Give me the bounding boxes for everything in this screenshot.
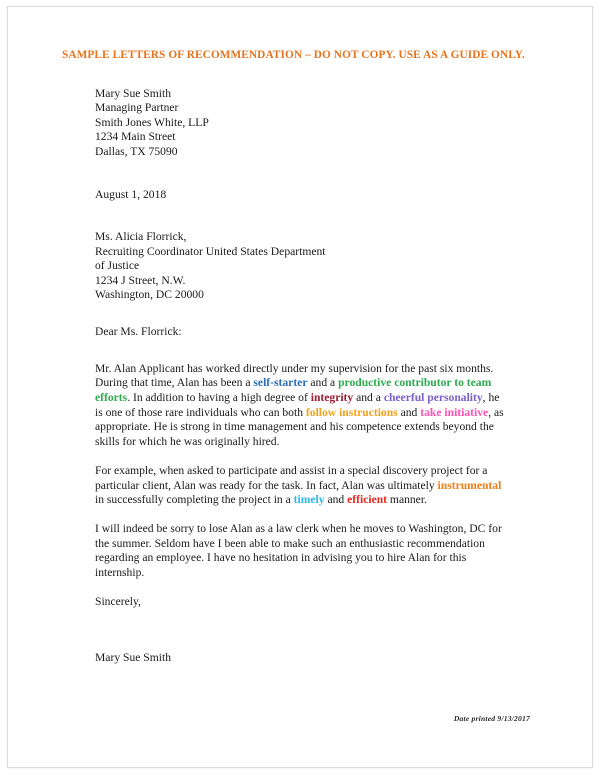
spacer-after-salutation	[62, 340, 532, 362]
highlight-cheerful-personality: cheerful personality	[383, 391, 483, 405]
sender-street: 1234 Main Street	[95, 130, 176, 144]
recipient-address-block	[95, 230, 532, 303]
highlight-instrumental: instrumental	[437, 478, 502, 492]
letter-page	[7, 6, 593, 768]
closing-line: Sincerely,	[95, 594, 141, 608]
salutation-line: Dear Ms. Florrick:	[95, 325, 182, 339]
sample-notice-header: SAMPLE LETTERS OF RECOMMENDATION – DO NOT COPY. USE AS A GUIDE ONLY.	[62, 49, 525, 61]
recipient-street: 1234 J Street, N.W.	[95, 273, 186, 287]
spacer-after-date	[62, 202, 532, 230]
signature-space	[62, 609, 532, 637]
spacer-after-paragraph-2	[62, 508, 532, 522]
p2-segment-1: For example, when asked to participate and assist in a special discovery project for a particular client, Alan was ready for the task. In fact, Alan was ultimately	[95, 463, 488, 492]
sender-company: Smith Jones White, LLP	[95, 115, 209, 129]
spacer-after-recipient	[62, 303, 532, 325]
p1-segment-6: and	[397, 405, 421, 419]
highlight-productive-contributor: productive contributor to team efforts	[95, 376, 492, 405]
p1-segment-4: and a	[353, 391, 384, 405]
p1-segment-7: , as appropriate. He is strong in time management and his competence extends beyond the skills for which he was originally hired.	[95, 405, 504, 449]
sender-address-block	[95, 87, 532, 160]
signature-space-extra	[62, 637, 532, 651]
sender-name: Mary Sue Smith	[95, 86, 172, 100]
highlight-timely: timely	[293, 493, 325, 507]
body-paragraph-1	[95, 362, 507, 450]
spacer-after-paragraph-3	[62, 581, 532, 595]
p2-segment-3: and	[324, 493, 348, 507]
recipient-title-line-1: Recruiting Coordinator United States Department	[95, 244, 326, 258]
date-line: August 1, 2018	[95, 187, 167, 201]
highlight-integrity: integrity	[310, 391, 354, 405]
date-printed-footer: Date printed 9/13/2017	[453, 714, 530, 723]
sender-city-state-zip: Dallas, TX 75090	[95, 144, 178, 158]
signature-name: Mary Sue Smith	[95, 651, 172, 665]
recipient-name: Ms. Alicia Florrick,	[95, 230, 187, 244]
p1-segment-1: Mr. Alan Applicant has worked directly under my supervision for the past six months. During that time, Alan has been a	[95, 361, 494, 390]
recipient-city-state-zip: Washington, DC 20000	[95, 288, 204, 302]
spacer-after-paragraph-1	[62, 450, 532, 464]
letter-date	[95, 188, 532, 203]
p2-segment-2: in successfully completing the project in a	[95, 493, 294, 507]
sender-title: Managing Partner	[95, 101, 179, 115]
recipient-title-line-2: of Justice	[95, 259, 140, 273]
body-paragraph-3: I will indeed be sorry to lose Alan as a law clerk when he moves to Washington, DC for the summer. Seldom have I been able to make such an enthusiastic recommendation regarding an employee. I have no hesitation in advising you to hire Alan for this internship.	[95, 522, 502, 580]
letter-content	[8, 7, 592, 767]
body-paragraph-2	[95, 464, 507, 508]
highlight-take-initiative: take initiative	[420, 405, 489, 419]
p1-segment-3: . In addition to having a high degree of	[127, 391, 311, 405]
signature-block	[95, 651, 532, 666]
p2-segment-4: manner.	[387, 493, 427, 507]
salutation	[95, 325, 532, 340]
spacer-after-sender	[62, 160, 532, 188]
highlight-follow-instructions: follow instructions	[305, 405, 398, 419]
closing	[95, 595, 532, 610]
p1-segment-5: , he is one of those rare individuals who can both	[95, 391, 500, 419]
p1-segment-2: and a	[307, 376, 339, 390]
highlight-self-starter: self-starter	[253, 376, 308, 390]
highlight-efficient: efficient	[347, 493, 388, 507]
